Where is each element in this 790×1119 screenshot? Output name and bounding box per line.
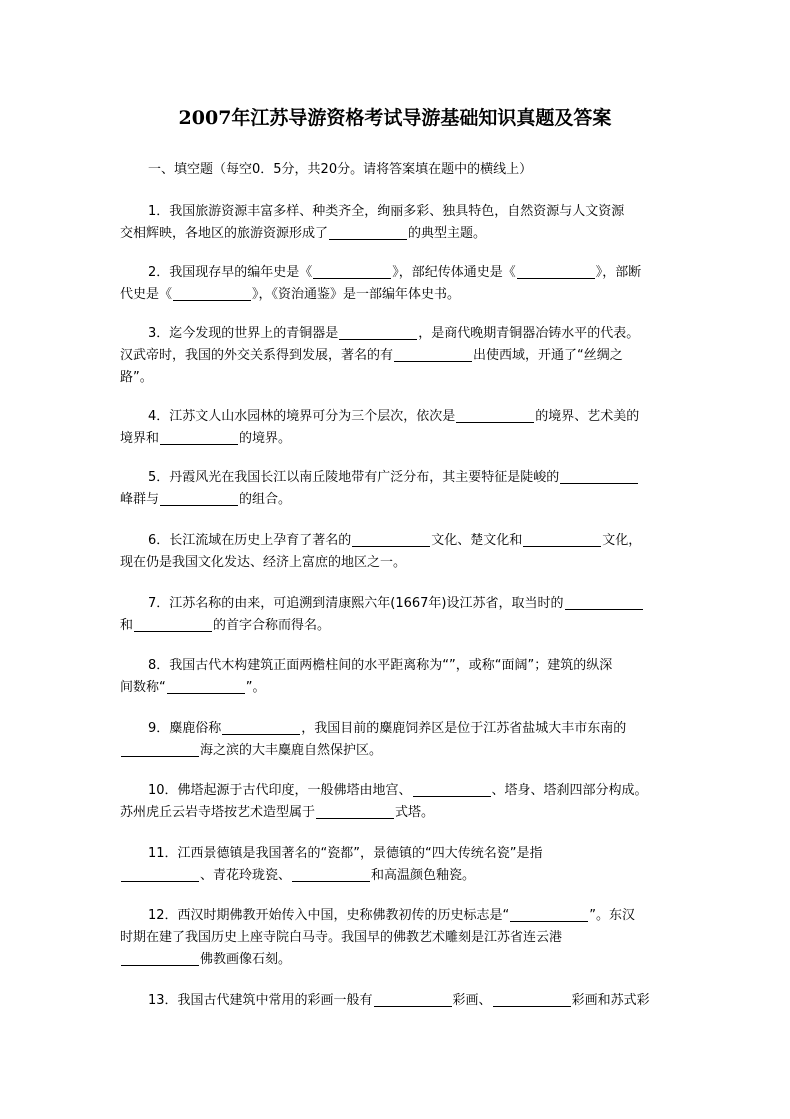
question-text: 5．丹霞风光在我国长江以南丘陵地带有广泛分布，其主要特征是陡峻的 xyxy=(148,470,560,485)
question-text: 苏州虎丘云岩寺塔按艺术造型属于 xyxy=(120,805,316,820)
question-text: 出使西域，开通了“丝绸之 xyxy=(473,348,623,363)
question-text: 7．江苏名称的由来，可追溯到清康熙六年(1667年)设江苏省，取当时的 xyxy=(148,596,564,611)
question-9 xyxy=(120,718,670,762)
question-text: 》，部纪传体通史是《 xyxy=(392,265,516,280)
question-text: 文化， xyxy=(602,533,642,548)
question-text: 的首字合称而得名。 xyxy=(213,618,331,633)
question-text: 时期在建了我国历史上座寺院白马寺。我国早的佛教艺术雕刻是江苏省连云港 xyxy=(120,930,563,945)
question-line xyxy=(120,284,670,306)
answer-blank xyxy=(121,866,199,882)
question-line xyxy=(120,467,670,489)
answer-blank xyxy=(160,490,238,506)
question-text: 和高温颜色釉瓷。 xyxy=(371,868,476,883)
answer-blank xyxy=(121,950,199,966)
question-7 xyxy=(120,593,670,637)
question-text: 彩画、 xyxy=(452,993,492,1008)
question-line xyxy=(120,223,670,245)
question-text: 2．我国现存早的编年史是《 xyxy=(148,265,313,280)
question-text: 6．长江流域在历史上孕育了著名的 xyxy=(148,533,352,548)
question-line xyxy=(120,367,670,389)
question-line xyxy=(120,843,670,865)
question-text: 路”。 xyxy=(120,370,153,385)
question-3 xyxy=(120,323,670,389)
question-line xyxy=(120,802,670,824)
question-text: 代史是《 xyxy=(120,287,173,302)
question-11 xyxy=(120,843,670,887)
question-text: 》，《资治通鉴》是一部编年体史书。 xyxy=(252,287,461,302)
question-text: 4．江苏文人山水园林的境界可分为三个层次，依次是 xyxy=(148,409,456,424)
answer-blank xyxy=(316,803,394,819)
question-text: 和 xyxy=(120,618,134,633)
question-text: 13．我国古代建筑中常用的彩画一般有 xyxy=(148,993,373,1008)
question-text: 间数称“ xyxy=(120,680,166,695)
answer-blank xyxy=(510,906,588,922)
question-text: 境界和 xyxy=(120,431,160,446)
question-line xyxy=(120,949,670,971)
question-text: 的境界、艺术美的 xyxy=(535,409,640,424)
answer-blank xyxy=(222,719,300,735)
question-text: 3．迄今发现的世界上的青铜器是 xyxy=(148,326,339,341)
answer-blank xyxy=(134,616,212,632)
question-text: 》，部断 xyxy=(595,265,642,280)
question-line xyxy=(120,615,670,637)
question-text: 的组合。 xyxy=(239,492,292,507)
document-title: 2007年江苏导游资格考试导游基础知识真题及答案 xyxy=(178,107,612,129)
question-text: 彩画和苏式彩 xyxy=(571,993,650,1008)
question-line xyxy=(120,345,670,367)
section-heading: 一、填空题（每空0．5分，共20分。请将答案填在题中的横线上） xyxy=(148,162,533,177)
answer-blank xyxy=(167,678,245,694)
answer-blank xyxy=(517,263,595,279)
answer-blank xyxy=(313,263,391,279)
question-text: 1．我国旅游资源丰富多样、种类齐全，绚丽多彩、独具特色，自然资源与人文资源 xyxy=(148,204,625,219)
question-text: 文化、楚文化和 xyxy=(431,533,523,548)
question-line xyxy=(120,655,670,677)
question-6 xyxy=(120,530,670,574)
question-line xyxy=(120,905,670,927)
answer-blank xyxy=(160,429,238,445)
question-13 xyxy=(120,990,670,1012)
question-8 xyxy=(120,655,670,699)
question-line xyxy=(120,489,670,511)
question-line xyxy=(120,740,670,762)
question-text: ”。东汉 xyxy=(589,908,636,923)
question-text: 的境界。 xyxy=(239,431,292,446)
question-line xyxy=(120,865,670,887)
question-2 xyxy=(120,262,670,306)
question-12 xyxy=(120,905,670,971)
question-text: 汉武帝时，我国的外交关系得到发展，著名的有 xyxy=(120,348,394,363)
question-text: 、青花玲珑瓷、 xyxy=(200,868,292,883)
question-line xyxy=(120,201,670,223)
answer-blank xyxy=(173,285,251,301)
answer-blank xyxy=(339,324,417,340)
answer-blank xyxy=(121,741,199,757)
answer-blank xyxy=(560,468,638,484)
answer-blank xyxy=(565,594,643,610)
answer-blank xyxy=(456,407,534,423)
question-line xyxy=(120,262,670,284)
question-text: 的典型主题。 xyxy=(408,226,487,241)
question-line xyxy=(120,927,670,949)
question-line xyxy=(120,593,670,615)
question-text: 11．江西景德镇是我国著名的“瓷都”，景德镇的“四大传统名瓷”是指 xyxy=(148,846,543,861)
question-text: 9．麋鹿俗称 xyxy=(148,721,222,736)
answer-blank xyxy=(292,866,370,882)
question-4 xyxy=(120,406,670,450)
question-text: ，是商代晚期青铜器冶铸水平的代表。 xyxy=(418,326,640,341)
question-text: 10．佛塔起源于古代印度，一般佛塔由地宫、 xyxy=(148,783,412,798)
question-1 xyxy=(120,201,670,245)
question-10 xyxy=(120,780,670,824)
question-5 xyxy=(120,467,670,511)
question-text: 式塔。 xyxy=(395,805,435,820)
question-line xyxy=(120,718,670,740)
question-text: 交相辉映，各地区的旅游资源形成了 xyxy=(120,226,329,241)
question-text: 12．西汉时期佛教开始传入中国，史称佛教初传的历史标志是“ xyxy=(148,908,510,923)
question-line xyxy=(120,530,670,552)
question-text: 峰群与 xyxy=(120,492,160,507)
answer-blank xyxy=(374,991,452,1007)
answer-blank xyxy=(413,781,491,797)
question-text: 8．我国古代木构建筑正面两檐柱间的水平距离称为“”，或称“面阔”；建筑的纵深 xyxy=(148,658,613,673)
answer-blank xyxy=(394,346,472,362)
question-line xyxy=(120,677,670,699)
answer-blank xyxy=(329,224,407,240)
answer-blank xyxy=(523,531,601,547)
answer-blank xyxy=(352,531,430,547)
question-text: 现在仍是我国文化发达、经济上富庶的地区之一。 xyxy=(120,555,407,570)
question-line xyxy=(120,990,670,1012)
question-line xyxy=(120,552,670,574)
question-text: 、塔身、塔刹四部分构成。 xyxy=(491,783,648,798)
question-text: 佛教画像石刻。 xyxy=(200,952,292,967)
question-line xyxy=(120,406,670,428)
question-line xyxy=(120,780,670,802)
question-line xyxy=(120,428,670,450)
question-text: ，我国目前的麋鹿饲养区是位于江苏省盐城大丰市东南的 xyxy=(301,721,627,736)
question-text: 海之滨的大丰麋鹿自然保护区。 xyxy=(200,743,383,758)
answer-blank xyxy=(493,991,571,1007)
question-line xyxy=(120,323,670,345)
question-text: ”。 xyxy=(245,680,266,695)
